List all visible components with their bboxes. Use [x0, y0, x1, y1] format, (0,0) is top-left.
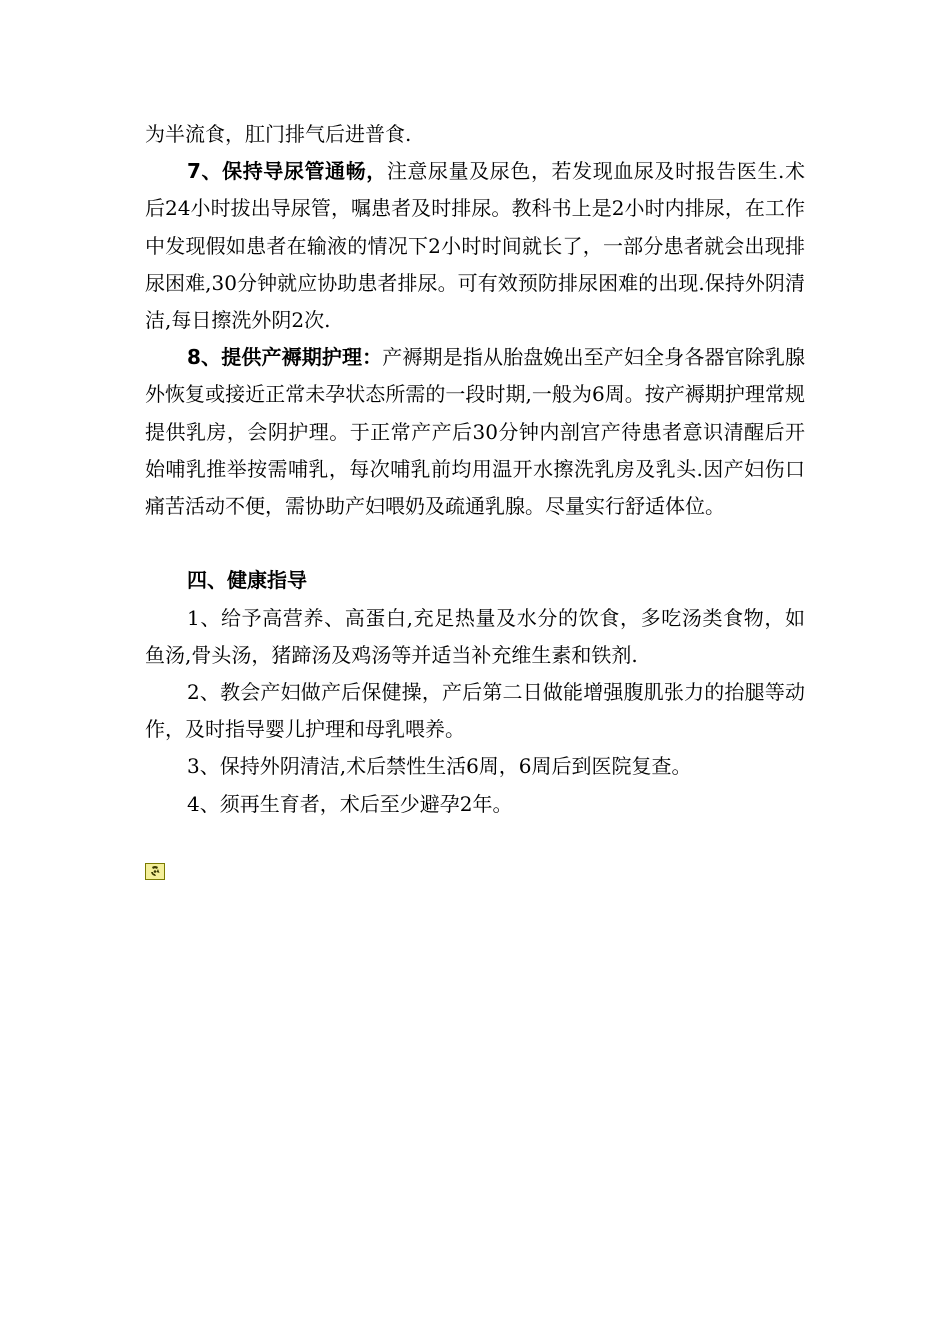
object-glyph-icon: [146, 864, 164, 879]
item-8-body: 产褥期是指从胎盘娩出至产妇全身各器官除乳腺外恢复或接近正常未孕状态所需的一段时期,一般为6周。按产褥期护理常规提供乳房，会阴护理。于正常产产后30分钟内剖宫产待患者意识清醒后开始哺乳推举按需哺乳，每次哺乳前均用温开水擦洗乳房及乳头.因产妇伤口痛苦活动不便，需协助产妇喂奶及疏通乳腺。尽量实行舒适体位。: [145, 345, 805, 519]
item-8-paragraph: [145, 339, 805, 525]
item-7-body: 注意尿量及尿色，若发现血尿及时报告医生.术后24小时拔出导尿管，嘱患者及时排尿。教科书上是2小时内排尿，在工作中发现假如患者在输液的情况下2小时时间就长了，一部分患者就会出现排尿困难,30分钟就应协助患者排尿。可有效预防排尿困难的出现.保持外阴清洁,每日擦洗外阴2次.: [145, 159, 805, 333]
embedded-object-icon[interactable]: [145, 863, 165, 880]
section-heading: 四、健康指导: [187, 568, 307, 593]
item-7-lead: 7、保持导尿管通畅，: [187, 159, 387, 184]
guidance-item-1: 1、给予高营养、高蛋白,充足热量及水分的饮食，多吃汤类食物，如鱼汤,骨头汤，猪蹄汤及鸡汤等并适当补充维生素和铁剂.: [145, 605, 805, 667]
item-7-paragraph: [145, 153, 805, 339]
blank-line: [145, 525, 805, 562]
guidance-item-2: 2、教会产妇做产后保健操，产后第二日做能增强腹肌张力的抬腿等动作，及时指导婴儿护理和母乳喂养。: [145, 680, 805, 742]
paragraph-continuation: 为半流食，肛门排气后进普食.: [145, 122, 412, 146]
document-body: [145, 116, 805, 823]
item-8-lead: 8、提供产褥期护理：: [187, 345, 383, 370]
guidance-item-4: 4、须再生育者，术后至少避孕2年。: [187, 791, 513, 816]
guidance-item-3: 3、保持外阴清洁,术后禁性生活6周，6周后到医院复查。: [187, 754, 692, 779]
